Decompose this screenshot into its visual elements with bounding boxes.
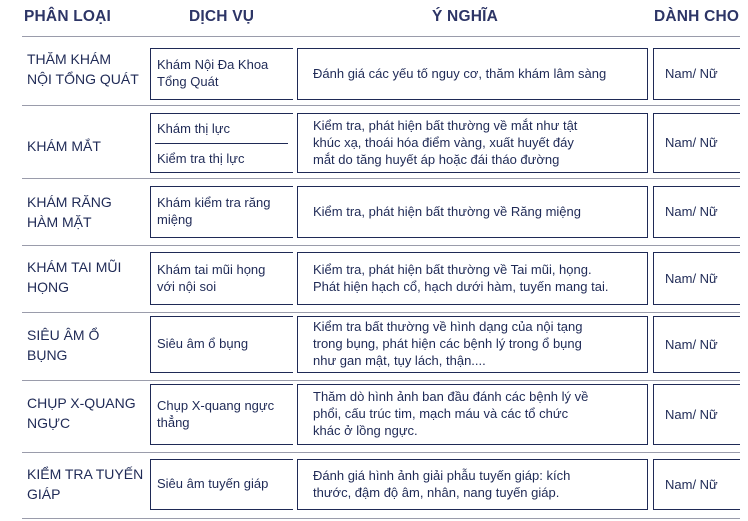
service-cell (157, 475, 293, 492)
row-divider (22, 380, 740, 381)
category-cell (27, 257, 147, 297)
service-line: Khám tai mũi họng (157, 261, 266, 277)
service-line: thẳng (157, 414, 190, 430)
service-cell (157, 120, 293, 137)
service-line: Siêu âm ổ bụng (157, 336, 249, 351)
category-line: CHỤP X-QUANG (27, 395, 136, 411)
meaning-line: Kiểm tra, phát hiện bất thường về mắt như tật (313, 117, 578, 133)
meaning-line: Kiểm tra, phát hiện bất thường về Tai mũi, họng. (313, 261, 592, 277)
service-line: Siêu âm tuyến giáp (157, 476, 269, 491)
service-line: miệng (157, 212, 193, 227)
row-divider (22, 452, 740, 453)
meaning-line: như gan mật, tụy lách, thận.... (313, 353, 486, 368)
category-cell (27, 192, 147, 232)
meaning-cell (313, 203, 645, 220)
category-line: KHÁM RĂNG (27, 194, 112, 210)
meaning-line: khác ở lồng ngực. (313, 423, 418, 438)
service-line: Kiểm tra thị lực (157, 150, 245, 166)
meaning-line: thước, đậm độ âm, nhân, nang tuyến giáp. (313, 484, 560, 500)
service-line: Khám kiểm tra răng (157, 195, 271, 210)
target-gender: Nam/ Nữ (665, 270, 718, 286)
meaning-line: Đánh giá hình ảnh giải phẫu tuyến giáp: kích (313, 467, 571, 483)
meaning-line: trong bụng, phát hiện các bệnh lý trong ổ bụng (313, 336, 582, 351)
target-gender: Nam/ Nữ (665, 204, 718, 219)
category-line: KIỂM TRA TUYẾN (27, 466, 144, 482)
service-line: Khám thị lực (157, 120, 231, 136)
service-cell (157, 150, 293, 167)
service-cell (157, 397, 293, 431)
meaning-cell (313, 117, 645, 168)
category-line: NỘI TỔNG QUÁT (27, 71, 139, 87)
meaning-cell (313, 318, 645, 369)
meaning-line: Đánh giá các yếu tố nguy cơ, thăm khám lâm sàng (313, 65, 607, 81)
header-service: DỊCH VỤ (189, 8, 255, 25)
category-line: GIÁP (27, 486, 61, 502)
category-line: KHÁM MẮT (27, 138, 101, 154)
header-meaning: Ý NGHĨA (432, 8, 498, 25)
category-cell (27, 136, 147, 156)
target-gender: Nam/ Nữ (665, 135, 718, 150)
category-line: NGỰC (27, 415, 71, 431)
service-cell (157, 335, 293, 352)
service-cell (157, 194, 293, 228)
target-gender: Nam/ Nữ (665, 66, 718, 81)
category-cell (27, 49, 147, 89)
service-line: Khám Nội Đa Khoa (157, 57, 269, 72)
category-line: BỤNG (27, 347, 68, 363)
meaning-cell (313, 467, 645, 501)
table-header (0, 0, 748, 32)
meaning-line: Kiểm tra, phát hiện bất thường về Răng miệng (313, 203, 581, 219)
service-cell (157, 56, 293, 90)
category-line: HỌNG (27, 279, 69, 295)
service-divider (155, 143, 288, 144)
meaning-cell (313, 65, 645, 82)
meaning-cell (313, 261, 645, 295)
target-gender: Nam/ Nữ (665, 476, 718, 492)
meaning-line: khúc xạ, thoái hóa điểm vàng, xuất huyết đáy (313, 134, 574, 150)
header-for: DÀNH CHO (654, 8, 740, 25)
service-line: Chụp X-quang ngực (157, 397, 275, 413)
category-cell (27, 393, 147, 433)
meaning-line: Phát hiện hạch cổ, hạch dưới hàm, tuyến mang tai. (313, 278, 609, 294)
target-gender: Nam/ Nữ (665, 406, 718, 422)
service-line: với nội soi (157, 278, 217, 294)
meaning-line: Thăm dò hình ảnh ban đầu đánh các bệnh lý về (313, 389, 589, 404)
category-line: THĂM KHÁM (27, 51, 111, 67)
header-category: PHÂN LOẠI (24, 8, 112, 25)
row-divider (22, 245, 740, 246)
row-divider (22, 105, 740, 106)
header-divider (22, 36, 740, 37)
category-line: KHÁM TAI MŨI (27, 259, 122, 275)
category-cell (27, 325, 147, 365)
row-divider (22, 518, 740, 519)
meaning-line: phổi, cấu trúc tim, mạch máu và các tổ chức (313, 406, 569, 421)
meaning-cell (313, 388, 645, 439)
service-line: Tổng Quát (157, 74, 219, 89)
row-divider (22, 312, 740, 313)
service-cell (157, 261, 293, 295)
category-line: SIÊU ÂM Ổ (27, 327, 100, 343)
target-gender: Nam/ Nữ (665, 336, 718, 352)
category-cell (27, 464, 147, 504)
meaning-line: Kiểm tra bất thường về hình dạng của nội tạng (313, 319, 583, 334)
row-divider (22, 178, 740, 179)
meaning-line: mắt do tăng huyết áp hoặc đái tháo đường (313, 151, 560, 167)
category-line: HÀM MẶT (27, 214, 92, 230)
